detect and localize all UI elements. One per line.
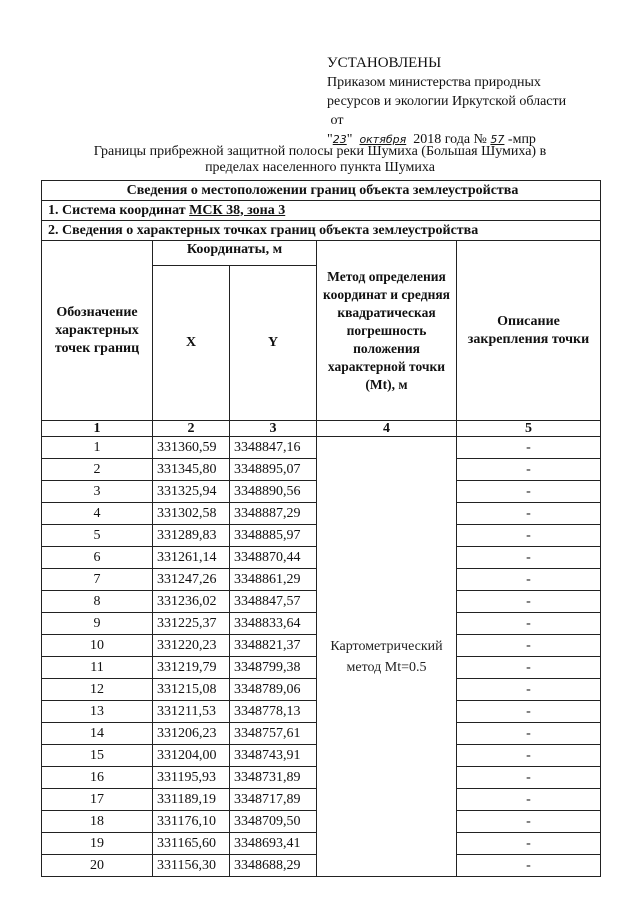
point-y: 3348709,50 — [230, 811, 317, 833]
point-y: 3348847,16 — [230, 437, 317, 459]
point-x: 331360,59 — [153, 437, 230, 459]
points-body — [42, 437, 601, 877]
approval-heading: УСТАНОВЛЕНЫ — [327, 55, 442, 71]
column-number: 5 — [457, 421, 601, 437]
point-x: 331225,37 — [153, 613, 230, 635]
point-description: - — [457, 569, 601, 591]
point-description: - — [457, 525, 601, 547]
point-x: 331211,53 — [153, 701, 230, 723]
point-description: - — [457, 481, 601, 503]
point-number: 10 — [42, 635, 153, 657]
point-number: 18 — [42, 811, 153, 833]
column-number: 4 — [317, 421, 457, 437]
header-description: Описание закрепления точки — [457, 241, 601, 421]
title-line-1: Границы прибрежной защитной полосы реки Шумиха (Большая Шумиха) в — [93, 144, 547, 159]
point-description: - — [457, 855, 601, 877]
point-x: 331261,14 — [153, 547, 230, 569]
point-y: 3348799,38 — [230, 657, 317, 679]
point-description: - — [457, 547, 601, 569]
approval-from: от — [330, 113, 344, 128]
point-y: 3348693,41 — [230, 833, 317, 855]
point-number: 11 — [42, 657, 153, 679]
point-x: 331156,30 — [153, 855, 230, 877]
point-x: 331236,02 — [153, 591, 230, 613]
method-cell: Картометрический метод Mt=0.5 — [317, 437, 457, 877]
point-number: 12 — [42, 679, 153, 701]
point-number: 2 — [42, 459, 153, 481]
point-description: - — [457, 745, 601, 767]
point-x: 331289,83 — [153, 525, 230, 547]
point-description: - — [457, 591, 601, 613]
point-description: - — [457, 437, 601, 459]
point-y: 3348885,97 — [230, 525, 317, 547]
point-y: 3348789,06 — [230, 679, 317, 701]
point-description: - — [457, 613, 601, 635]
point-number: 6 — [42, 547, 153, 569]
point-number: 7 — [42, 569, 153, 591]
point-number: 16 — [42, 767, 153, 789]
approval-number: 57 — [490, 133, 505, 146]
approval-date-line: "23" октября 2018 года № 57 -мпр — [327, 132, 536, 147]
point-x: 331176,10 — [153, 811, 230, 833]
table-row — [42, 437, 601, 459]
header-y: Y — [230, 266, 317, 421]
point-number: 19 — [42, 833, 153, 855]
point-x: 331204,00 — [153, 745, 230, 767]
point-description: - — [457, 679, 601, 701]
points-title: 2. Сведения о характерных точках границ объекта землеустройства — [42, 221, 601, 241]
section-title: Сведения о местоположении границ объекта землеустройства — [42, 181, 601, 201]
header-x: X — [153, 266, 230, 421]
point-number: 3 — [42, 481, 153, 503]
point-number: 5 — [42, 525, 153, 547]
point-x: 331325,94 — [153, 481, 230, 503]
point-description: - — [457, 789, 601, 811]
point-y: 3348833,64 — [230, 613, 317, 635]
point-y: 3348757,61 — [230, 723, 317, 745]
point-y: 3348870,44 — [230, 547, 317, 569]
point-x: 331247,26 — [153, 569, 230, 591]
point-number: 4 — [42, 503, 153, 525]
point-number: 8 — [42, 591, 153, 613]
point-x: 331189,19 — [153, 789, 230, 811]
coordinate-system-row — [42, 201, 601, 221]
point-y: 3348890,56 — [230, 481, 317, 503]
point-y: 3348887,29 — [230, 503, 317, 525]
approval-year: 2018 года № — [413, 132, 487, 147]
point-y: 3348778,13 — [230, 701, 317, 723]
column-number: 3 — [230, 421, 317, 437]
point-description: - — [457, 723, 601, 745]
point-number: 17 — [42, 789, 153, 811]
point-y: 3348688,29 — [230, 855, 317, 877]
point-x: 331215,08 — [153, 679, 230, 701]
point-description: - — [457, 503, 601, 525]
point-description: - — [457, 833, 601, 855]
point-number: 9 — [42, 613, 153, 635]
column-number: 2 — [153, 421, 230, 437]
point-x: 331220,23 — [153, 635, 230, 657]
title-line-2: пределах населенного пункта Шумиха — [205, 160, 435, 175]
header-method: Метод определения координат и средняя квадратическая погрешность положения характерной точки (Mt), м — [317, 241, 457, 421]
approval-line-2: Приказом министерства природных — [327, 75, 541, 90]
point-y: 3348731,89 — [230, 767, 317, 789]
point-number: 1 — [42, 437, 153, 459]
point-y: 3348743,91 — [230, 745, 317, 767]
approval-suffix: -мпр — [507, 132, 536, 147]
point-y: 3348861,29 — [230, 569, 317, 591]
point-x: 331345,80 — [153, 459, 230, 481]
point-x: 331165,60 — [153, 833, 230, 855]
approval-day: 23 — [332, 133, 347, 146]
document-title — [40, 144, 600, 176]
point-description: - — [457, 459, 601, 481]
point-x: 331206,23 — [153, 723, 230, 745]
approval-month: октября — [359, 133, 407, 146]
point-x: 331302,58 — [153, 503, 230, 525]
point-x: 331219,79 — [153, 657, 230, 679]
boundary-table — [41, 180, 601, 877]
point-y: 3348821,37 — [230, 635, 317, 657]
point-y: 3348895,07 — [230, 459, 317, 481]
approval-line-4 — [327, 111, 566, 130]
point-description: - — [457, 635, 601, 657]
point-y: 3348847,57 — [230, 591, 317, 613]
point-number: 15 — [42, 745, 153, 767]
coordinate-system-value: МСК 38, зона 3 — [189, 202, 286, 218]
approval-block — [327, 54, 566, 149]
point-description: - — [457, 811, 601, 833]
point-number: 13 — [42, 701, 153, 723]
point-number: 14 — [42, 723, 153, 745]
point-y: 3348717,89 — [230, 789, 317, 811]
point-number: 20 — [42, 855, 153, 877]
point-description: - — [457, 767, 601, 789]
approval-line-3: ресурсов и экологии Иркутской области — [327, 94, 567, 109]
column-number: 1 — [42, 421, 153, 437]
point-x: 331195,93 — [153, 767, 230, 789]
header-coordinates: Координаты, м — [153, 241, 317, 266]
point-description: - — [457, 657, 601, 679]
header-designation: Обозначение характерных точек границ — [42, 241, 153, 421]
point-description: - — [457, 701, 601, 723]
coordinate-system-label: 1. Система координат — [48, 202, 190, 218]
